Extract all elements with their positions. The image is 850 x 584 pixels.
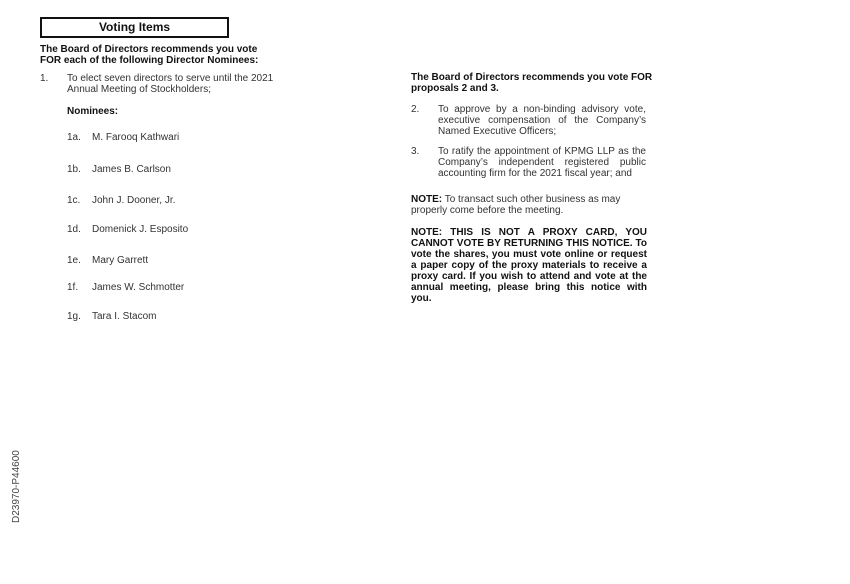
nominee-name: Tara I. Stacom (92, 311, 157, 322)
nominee-name: M. Farooq Kathwari (92, 132, 180, 143)
nominee-number: 1b. (67, 164, 81, 175)
voting-items-title: Voting Items (40, 17, 229, 38)
nominee-name: Domenick J. Esposito (92, 224, 189, 235)
proposals-recommendation: The Board of Directors recommends you vote FOR proposals 2 and 3. (411, 72, 653, 94)
nominees-label: Nominees: (67, 106, 119, 117)
nominee-number: 1c. (67, 195, 81, 206)
item-1-number: 1. (40, 73, 49, 84)
nominee-name: James B. Carlson (92, 164, 171, 175)
nominee-name: Mary Garrett (92, 255, 149, 266)
nominee-number: 1g. (67, 311, 81, 322)
nominee-number: 1e. (67, 255, 81, 266)
director-recommendation: The Board of Directors recommends you vote FOR each of the following Director Nominees: (40, 44, 259, 66)
note-other-business (411, 194, 647, 216)
note-text: To transact such other business as may properly come before the meeting. (411, 194, 621, 216)
item-1-text: To elect seven directors to serve until the 2021 Annual Meeting of Stockholders; (67, 73, 274, 95)
document-code: D23970-P44600 (11, 450, 22, 523)
nominee-number: 1a. (67, 132, 81, 143)
item-3-text: To ratify the appointment of KPMG LLP as the Company’s independent registered public accounting firm for the 2021 fiscal year; and (438, 146, 646, 179)
item-2-number: 2. (411, 104, 420, 115)
item-2-text: To approve by a non-binding advisory vote, executive compensation of the Company’s Named Executive Officers; (438, 104, 646, 137)
nominee-name: John J. Dooner, Jr. (92, 195, 176, 206)
nominee-number: 1f. (67, 282, 79, 293)
nominee-name: James W. Schmotter (92, 282, 185, 293)
proxy-card-notice: NOTE: THIS IS NOT A PROXY CARD, YOU CANNOT VOTE BY RETURNING THIS NOTICE. To vote the shares, you must vote online or request a paper copy of the proxy materials to receive a proxy card. If you wish to attend and vote at the annual meeting, please bring this notice with you. (411, 227, 647, 304)
nominee-number: 1d. (67, 224, 81, 235)
item-3-number: 3. (411, 146, 420, 157)
note-label: NOTE: (411, 194, 443, 205)
